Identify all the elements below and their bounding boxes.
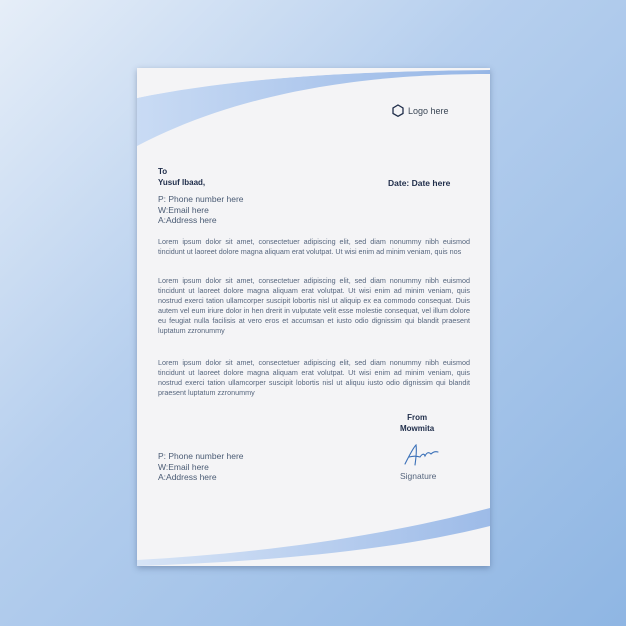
logo-text: Logo here (408, 105, 449, 116)
from-label: From (407, 413, 428, 422)
contact-top-phone: P: Phone number here (158, 194, 244, 204)
sender-block (400, 413, 434, 434)
contact-bottom-address: A:Address here (158, 472, 217, 482)
letterhead-page (137, 68, 490, 566)
contact-bottom-phone: P: Phone number here (158, 451, 244, 461)
paragraph-3: Lorem ipsum dolor sit amet, consectetuer adipiscing elit, sed diam nonummy nibh euismod tincidunt ut laoreet dolore magna aliquam erat volutpat. Ut wisi enim ad minim veniam, quis nostrud exerci tation ullamcorper suscipit lobortis nisl ut aliquu iusto odio dignissim qui blandit praesent luptatum zzronummy (158, 358, 470, 397)
logo (392, 104, 449, 117)
contact-bottom (158, 451, 244, 483)
date-line: Date: Date here (388, 178, 451, 188)
to-label: To (158, 167, 168, 176)
paragraph-1: Lorem ipsum dolor sit amet, consectetuer adipiscing elit, sed diam nonummy nibh euismod tincidunt ut laoreet dolore magna aliquam erat volutpat. Ut wisi enim ad minim veniam, quis nos (158, 237, 470, 256)
contact-top-email: W:Email here (158, 204, 209, 215)
signature-scribble (403, 442, 439, 468)
hexagon-icon (392, 104, 404, 117)
sender-name: Mowmita (400, 423, 435, 433)
contact-top (158, 194, 244, 226)
bottom-swoosh (137, 504, 490, 566)
recipient-block (158, 166, 205, 188)
signature-label: Signature (400, 471, 437, 481)
contact-bottom-email: W:Email here (158, 461, 209, 472)
contact-top-address: A:Address here (158, 215, 217, 225)
paragraph-2: Lorem ipsum dolor sit amet, consectetuer adipiscing elit, sed diam nonummy nibh euismod tincidunt ut laoreet dolore magna aliquam erat volutpat. Ut wisi enim ad minim veniam, quis nostrud exerci tation ullamcorper suscipit lobortis nisl ut aliquip ex ea commodo consequat. Duis autem vel eum iriure dolor in hen drerit in vulputate velit esse molestie consequat, vel illum dolore eu feugiat nulla facilisis at vero eros et accumsan et iusto odio dignissim qui blandit praesent luptatum zzronummy (158, 276, 470, 335)
recipient-name: Yusuf Ibaad, (158, 178, 206, 187)
